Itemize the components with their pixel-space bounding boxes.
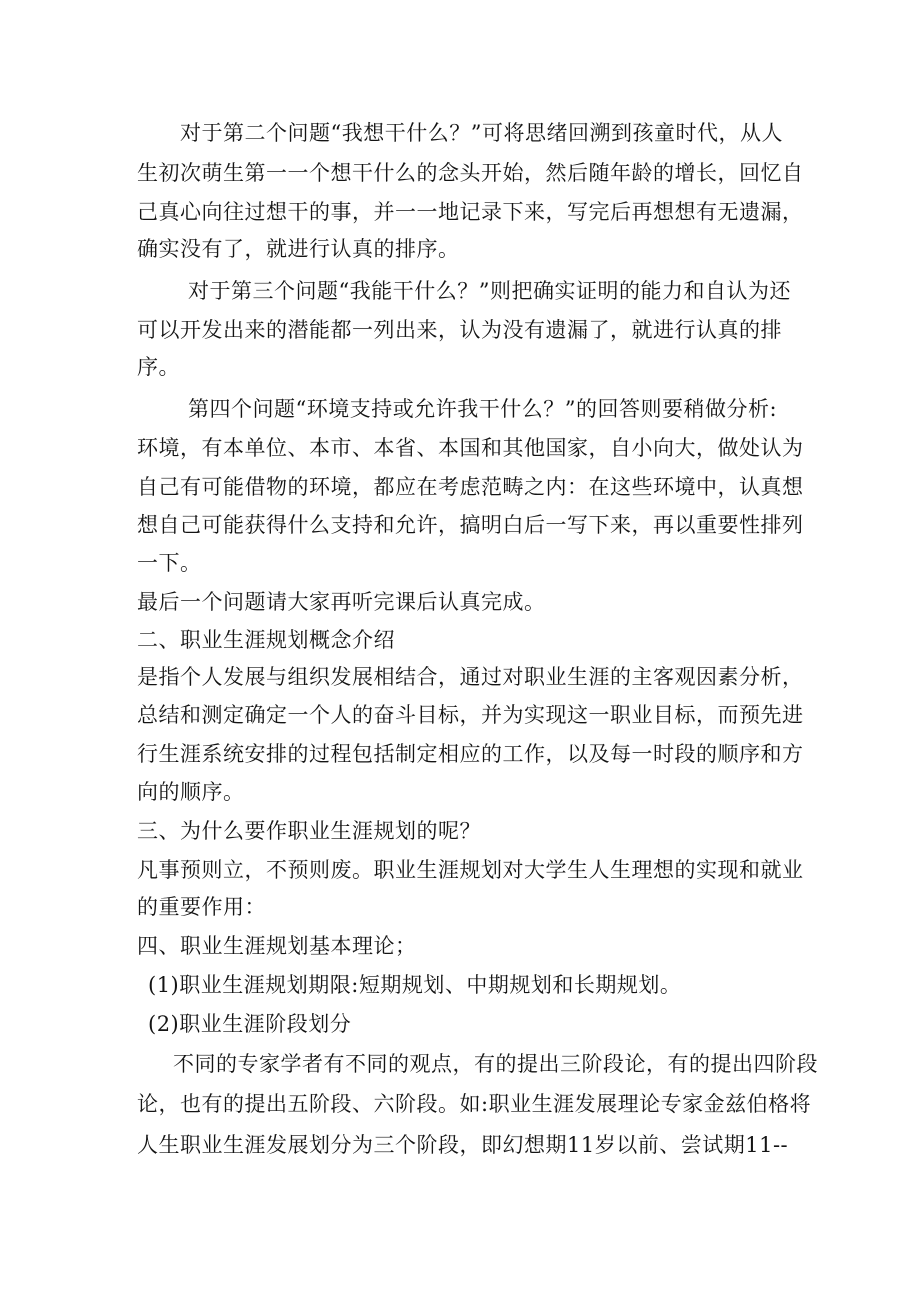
section-heading-3: 三、为什么要作职业生涯规划的呢？ [137, 819, 481, 843]
paragraph-3-line-2: 环境，有本单位、本市、本省、本国和其他国家，自小向大，做处认为 [137, 436, 804, 460]
paragraph-2-line-2: 可以开发出来的潜能都一列出来，认为没有遗漏了，就进行认真的排 [137, 318, 782, 342]
paragraph-6-line-2: 的重要作用： [137, 895, 266, 919]
section-heading-4: 四、职业生涯规划基本理论； [137, 934, 417, 958]
paragraph-5-line-1: 是指个人发展与组织发展相结合，通过对职业生涯的主客观因素分析， [137, 665, 804, 689]
paragraph-7-line-3: 人生职业生涯发展划分为三个阶段，即幻想期11岁以前、尝试期11-- [137, 1133, 789, 1157]
paragraph-1-line-4: 确实没有了，就进行认真的排序。 [137, 237, 460, 261]
paragraph-2-line-3: 序。 [137, 355, 180, 379]
paragraph-5-line-2: 总结和测定确定一个人的奋斗目标，并为实现这一职业目标，而预先进 [137, 703, 804, 727]
paragraph-6-line-1: 凡事预则立，不预则废。职业生涯规划对大学生人生理想的实现和就业 [137, 858, 804, 882]
paragraph-2-line-1: 对于第三个问题“我能干什么？”则把确实证明的能力和自认为还 [188, 279, 791, 303]
paragraph-1-line-1: 对于第二个问题“我想干什么？”可将思绪回溯到孩童时代，从人 [180, 121, 783, 145]
paragraph-7-line-1: 不同的专家学者有不同的观点，有的提出三阶段论，有的提出四阶段 [173, 1052, 818, 1076]
list-item-1: (1)职业生涯规划期限:短期规划、中期规划和长期规划。 [148, 973, 682, 997]
paragraph-1-line-3: 己真心向往过想干的事，并一一地记录下来，写完后再想想有无遗漏， [137, 200, 804, 224]
paragraph-5-line-4: 向的顺序。 [137, 780, 245, 804]
list-item-2: (2)职业生涯阶段划分 [148, 1012, 352, 1036]
paragraph-3-line-1: 第四个问题“环境支持或允许我干什么？”的回答则要稍做分析: [188, 397, 778, 421]
paragraph-7-line-2: 论，也有的提出五阶段、六阶段。如:职业生涯发展理论专家金兹伯格将 [137, 1092, 812, 1116]
paragraph-1-line-2: 生初次萌生第一一个想干什么的念头开始，然后随年龄的增长，回忆自 [137, 161, 804, 185]
closing-remark: 最后一个问题请大家再听完课后认真完成。 [137, 590, 546, 614]
section-heading-2: 二、职业生涯规划概念介绍 [137, 628, 395, 652]
paragraph-3-line-3: 自己有可能借物的环境，都应在考虑范畴之内：在这些环境中，认真想 [137, 475, 804, 499]
paragraph-5-line-3: 行生涯系统安排的过程包括制定相应的工作，以及每一时段的顺序和方 [137, 742, 804, 766]
paragraph-3-line-4: 想自己可能获得什么支持和允许，搞明白后一写下来，再以重要性排列 [137, 513, 804, 537]
paragraph-3-line-5: 一下。 [137, 551, 202, 575]
